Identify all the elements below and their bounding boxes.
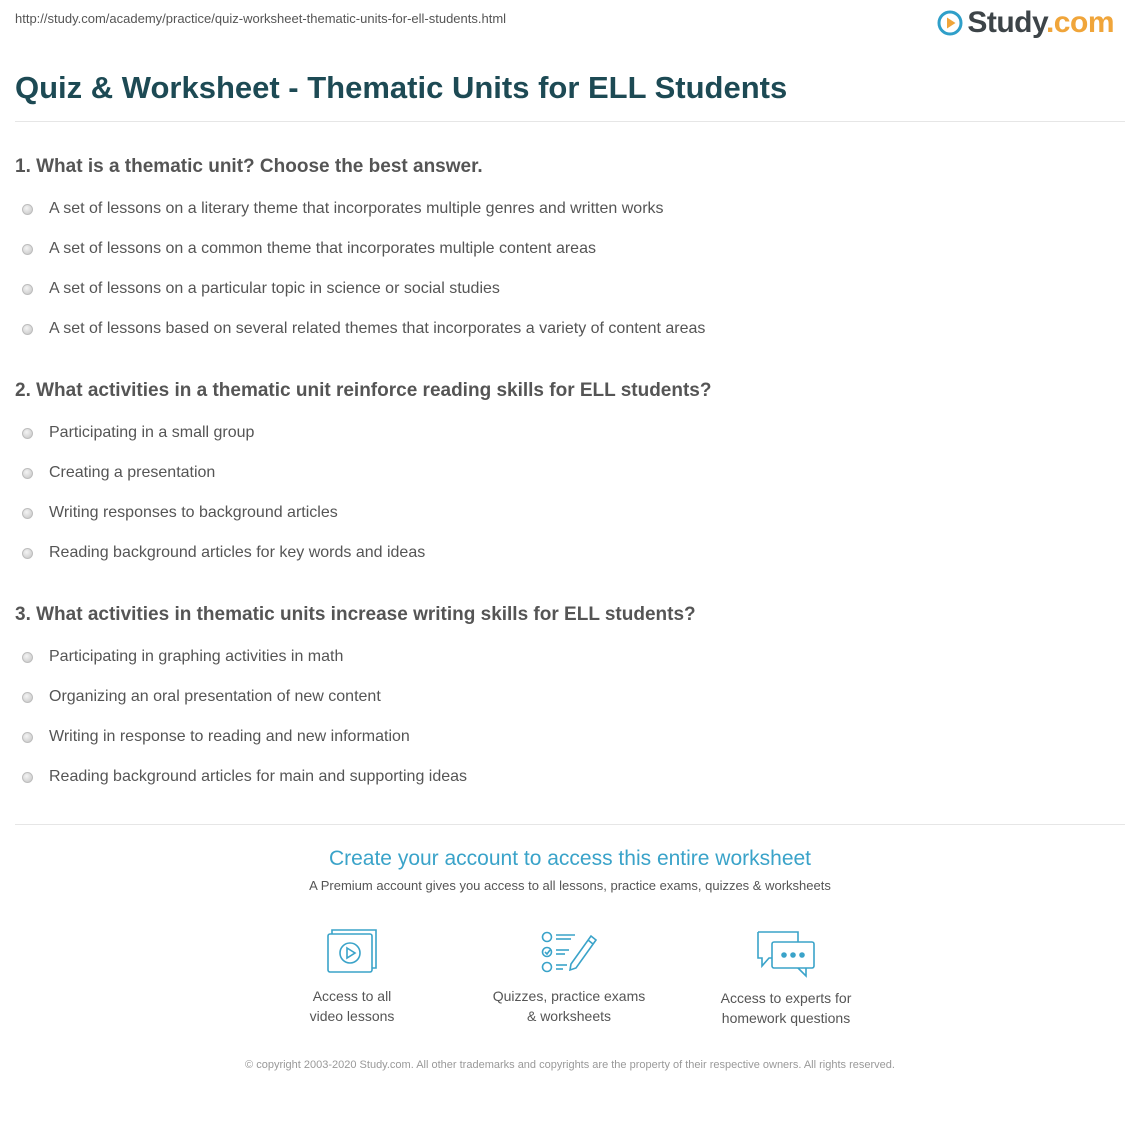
chat-bubbles-icon: [754, 928, 818, 978]
radio-button[interactable]: [22, 772, 33, 783]
feature-video-lessons: Access to all video lessons: [252, 928, 452, 1026]
radio-button[interactable]: [22, 324, 33, 335]
answer-option[interactable]: Writing in response to reading and new information: [22, 725, 410, 749]
radio-button[interactable]: [22, 548, 33, 559]
radio-button[interactable]: [22, 204, 33, 215]
answer-option[interactable]: A set of lessons based on several related themes that incorporates a variety of content areas: [22, 317, 705, 341]
radio-button[interactable]: [22, 652, 33, 663]
radio-button[interactable]: [22, 468, 33, 479]
cta-divider: [15, 824, 1125, 825]
radio-button[interactable]: [22, 508, 33, 519]
study-logo[interactable]: [937, 6, 1114, 40]
answer-option[interactable]: Participating in graphing activities in math: [22, 645, 343, 669]
premium-description: A Premium account gives you access to all lessons, practice exams, quizzes & worksheets: [309, 878, 831, 893]
radio-button[interactable]: [22, 692, 33, 703]
radio-button[interactable]: [22, 428, 33, 439]
radio-button[interactable]: [22, 284, 33, 295]
answer-option[interactable]: Writing responses to background articles: [22, 501, 338, 525]
question-2: 2. What activities in a thematic unit reinforce reading skills for ELL students?: [15, 380, 712, 401]
feature-experts: Access to experts for homework questions: [686, 928, 886, 1028]
answer-option[interactable]: Reading background articles for main and supporting ideas: [22, 765, 467, 789]
copyright-notice: © copyright 2003-2020 Study.com. All other trademarks and copyrights are the property of their respective owners. All rights reserved.: [245, 1059, 895, 1071]
answer-option[interactable]: Reading background articles for key words and ideas: [22, 541, 425, 565]
quiz-checklist-icon: [539, 928, 599, 976]
answer-option[interactable]: Creating a presentation: [22, 461, 215, 485]
question-1: 1. What is a thematic unit? Choose the best answer.: [15, 156, 483, 177]
page-title: Quiz & Worksheet - Thematic Units for ELL Students: [15, 70, 788, 105]
create-account-link[interactable]: Create your account to access this entire worksheet: [328, 847, 812, 870]
question-3: 3. What activities in thematic units increase writing skills for ELL students?: [15, 604, 696, 625]
title-divider: [15, 121, 1125, 122]
answer-option[interactable]: A set of lessons on a literary theme that incorporates multiple genres and written works: [22, 197, 664, 221]
video-lesson-icon: [324, 928, 380, 976]
answer-option[interactable]: Organizing an oral presentation of new content: [22, 685, 381, 709]
radio-button[interactable]: [22, 244, 33, 255]
radio-button[interactable]: [22, 732, 33, 743]
feature-quizzes: Quizzes, practice exams & worksheets: [469, 928, 669, 1026]
page-url: http://study.com/academy/practice/quiz-worksheet-thematic-units-for-ell-students.html: [15, 11, 507, 26]
play-circle-icon: [937, 10, 963, 36]
answer-option[interactable]: A set of lessons on a particular topic in science or social studies: [22, 277, 500, 301]
answer-option[interactable]: Participating in a small group: [22, 421, 254, 445]
answer-option[interactable]: A set of lessons on a common theme that incorporates multiple content areas: [22, 237, 596, 261]
logo-text: Study.com: [967, 6, 1114, 39]
